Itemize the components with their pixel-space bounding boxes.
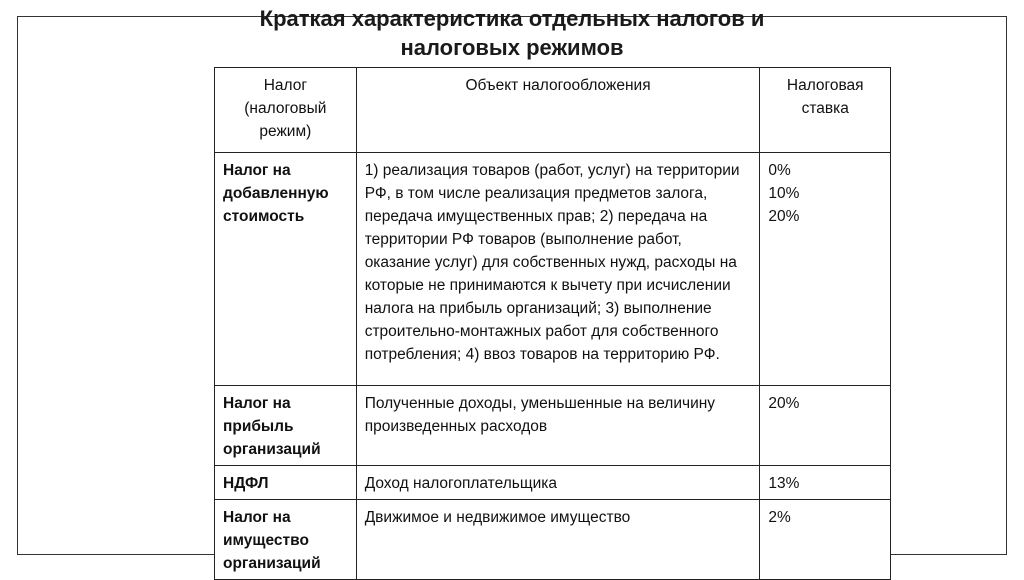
tax-name: Налог на прибыль организаций (215, 386, 357, 466)
tax-rate: 20% (768, 395, 800, 412)
tax-object: Доход налогоплательщика (356, 466, 760, 500)
title-line-2: налоговых режимов (400, 35, 624, 60)
tax-rate: 0% (768, 162, 791, 179)
table-header-row (215, 68, 891, 153)
tax-rate: 13% (768, 475, 800, 492)
header-tax: Налог (налоговый режим) (215, 68, 357, 153)
table-row (215, 386, 891, 466)
tax-object: Движимое и недвижимое имущество (356, 500, 760, 580)
tax-name: Налог на имущество организаций (215, 500, 357, 580)
header-rate: Налоговая ставка (760, 68, 891, 153)
page-title (0, 4, 1024, 62)
table-row (215, 466, 891, 500)
tax-rates (760, 153, 891, 386)
tax-object: 1) реализация товаров (работ, услуг) на территории РФ, в том числе реализация предметов залога, передача имущественных прав; 2) передача на территории РФ товаров (выполнение работ, оказание услуг) для собственных нужд, расходы на которые не принимаются к вычету при исчислении налога на прибыль организаций; 3) выполнение строительно-монтажных работ для собственного потребления; 4) ввоз товаров на территорию РФ. (356, 153, 760, 386)
tax-table (214, 67, 891, 580)
table-row (215, 153, 891, 386)
tax-rate: 2% (768, 509, 791, 526)
tax-rate: 10% (768, 185, 800, 202)
tax-name: Налог на добавленную стоимость (215, 153, 357, 386)
tax-rates (760, 386, 891, 466)
tax-rates (760, 466, 891, 500)
tax-name: НДФЛ (215, 466, 357, 500)
tax-object: Полученные доходы, уменьшенные на величину произведенных расходов (356, 386, 760, 466)
title-line-1: Краткая характеристика отдельных налогов и (259, 6, 765, 31)
tax-rate: 20% (768, 208, 800, 225)
tax-rates (760, 500, 891, 580)
table-row (215, 500, 891, 580)
header-object: Объект налогообложения (356, 68, 760, 153)
